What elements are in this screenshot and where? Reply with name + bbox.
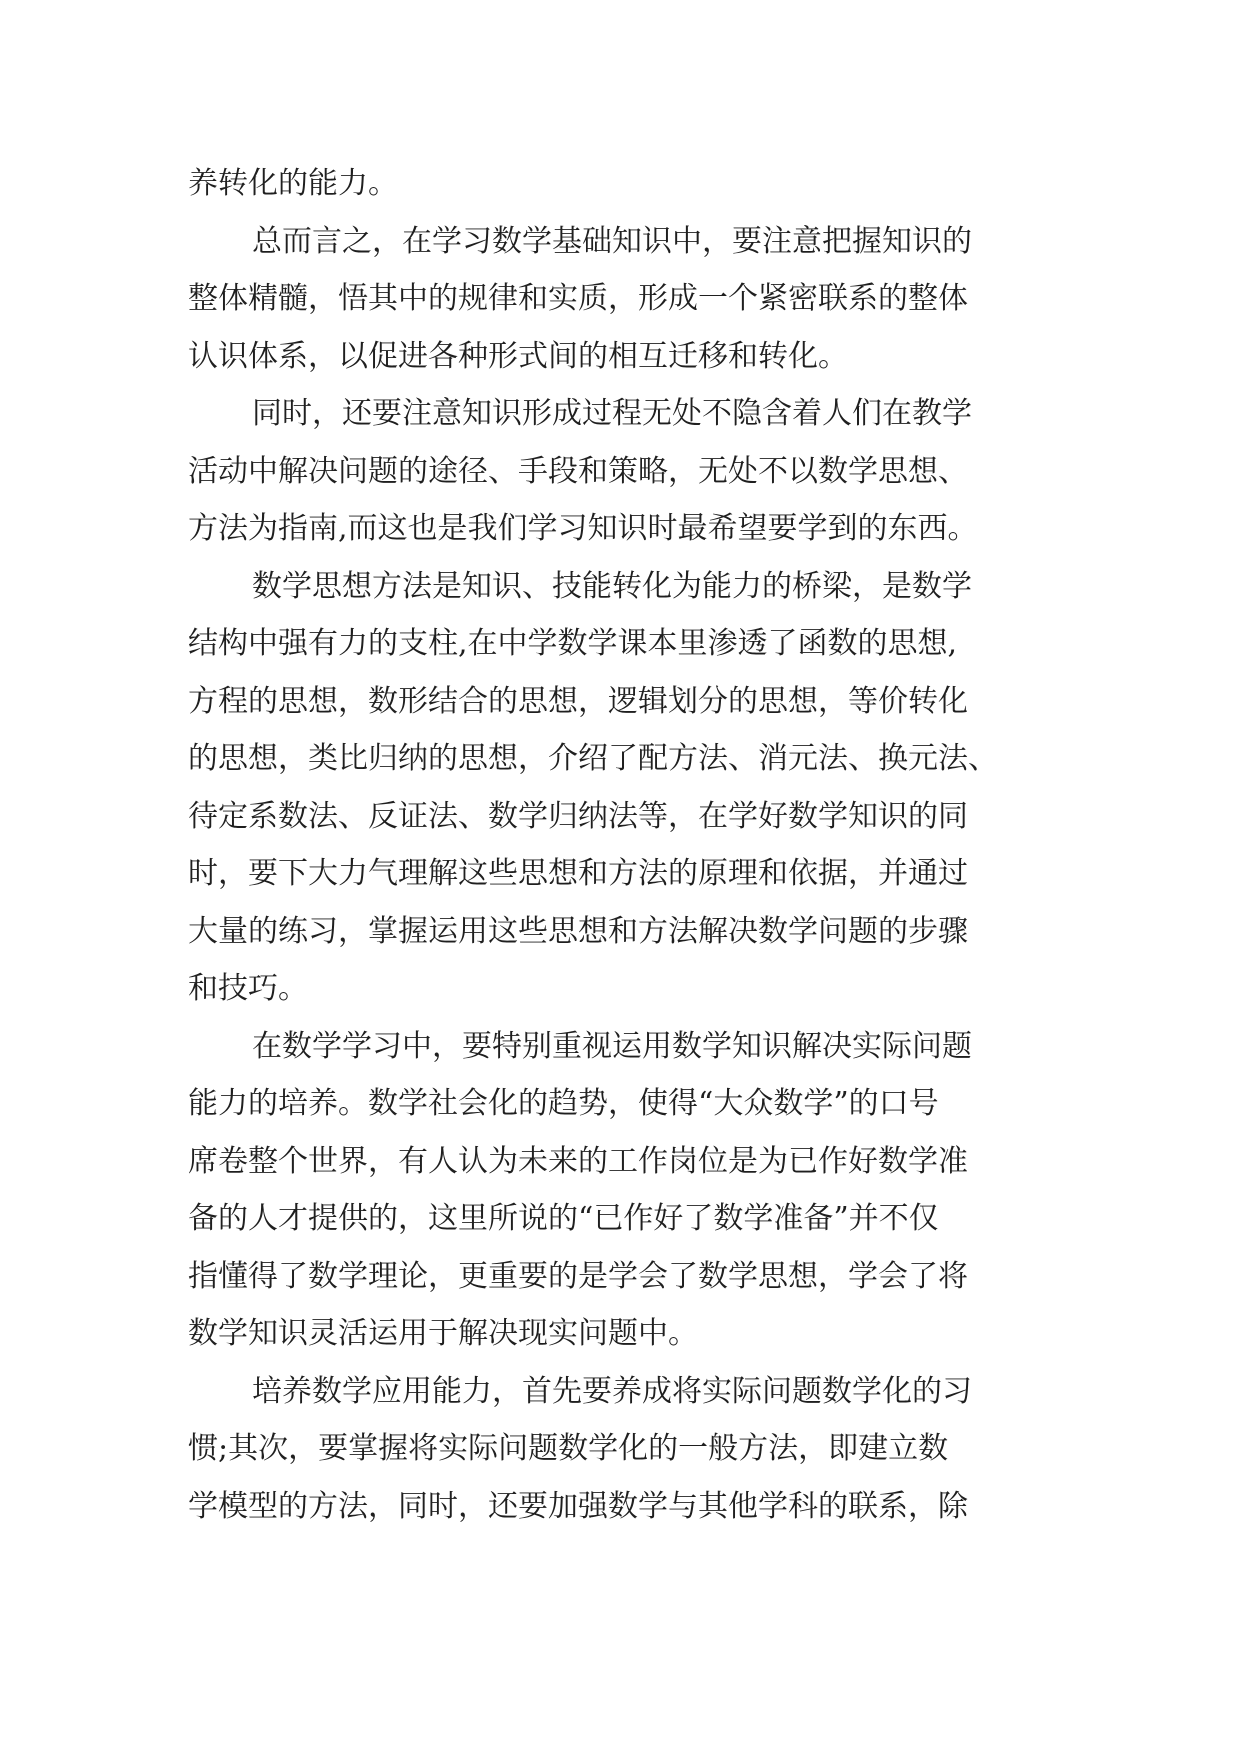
text-line: 数学思想方法是知识、技能转化为能力的桥梁，是数学 (252, 568, 972, 604)
text-line: 在数学学习中，要特别重视运用数学知识解决实际问题 (252, 1028, 972, 1064)
text-line: 时，要下大力气理解这些思想和方法的原理和依据，并通过 (188, 856, 968, 891)
text-line: 整体精髓，悟其中的规律和实质，形成一个紧密联系的整体 (188, 281, 968, 316)
text-line: 方程的思想，数形结合的思想，逻辑划分的思想，等价转化 (188, 683, 968, 719)
text-line: 认识体系，以促进各种形式间的相互迁移和转化。 (188, 338, 848, 374)
text-line: 数学知识灵活运用于解决现实问题中。 (188, 1316, 698, 1351)
text-line: 席卷整个世界，有人认为未来的工作岗位是为已作好数学准 (188, 1143, 968, 1179)
text-line: 和技巧。 (188, 971, 308, 1006)
text-line: 同时，还要注意知识形成过程无处不隐含着人们在教学 (252, 396, 972, 431)
text-line: 惯;其次，要掌握将实际问题数学化的一般方法，即建立数 (188, 1431, 949, 1466)
text-line: 的思想，类比归纳的思想，介绍了配方法、消元法、换元法、 (188, 741, 998, 776)
text-line: 养转化的能力。 (188, 166, 398, 201)
text-line: 结构中强有力的支柱,在中学数学课本里渗透了函数的思想, (188, 626, 958, 661)
body-text (188, 155, 1048, 1535)
text-line: 方法为指南,而这也是我们学习知识时最希望要学到的东西。 (188, 511, 978, 546)
text-line: 活动中解决问题的途径、手段和策略，无处不以数学思想、 (188, 453, 968, 489)
text-line: 学模型的方法，同时，还要加强数学与其他学科的联系，除 (188, 1488, 968, 1524)
text-line: 备的人才提供的，这里所说的“已作好了数学准备”并不仅 (188, 1201, 939, 1236)
text-line: 能力的培养。数学社会化的趋势，使得“大众数学”的口号 (188, 1086, 939, 1121)
text-line: 培养数学应用能力，首先要养成将实际问题数学化的习 (252, 1373, 972, 1409)
text-line: 指懂得了数学理论，更重要的是学会了数学思想，学会了将 (188, 1258, 968, 1294)
text-line: 待定系数法、反证法、数学归纳法等，在学好数学知识的同 (188, 798, 968, 834)
text-line: 总而言之，在学习数学基础知识中，要注意把握知识的 (252, 223, 972, 259)
text-line: 大量的练习，掌握运用这些思想和方法解决数学问题的步骤 (188, 913, 968, 949)
